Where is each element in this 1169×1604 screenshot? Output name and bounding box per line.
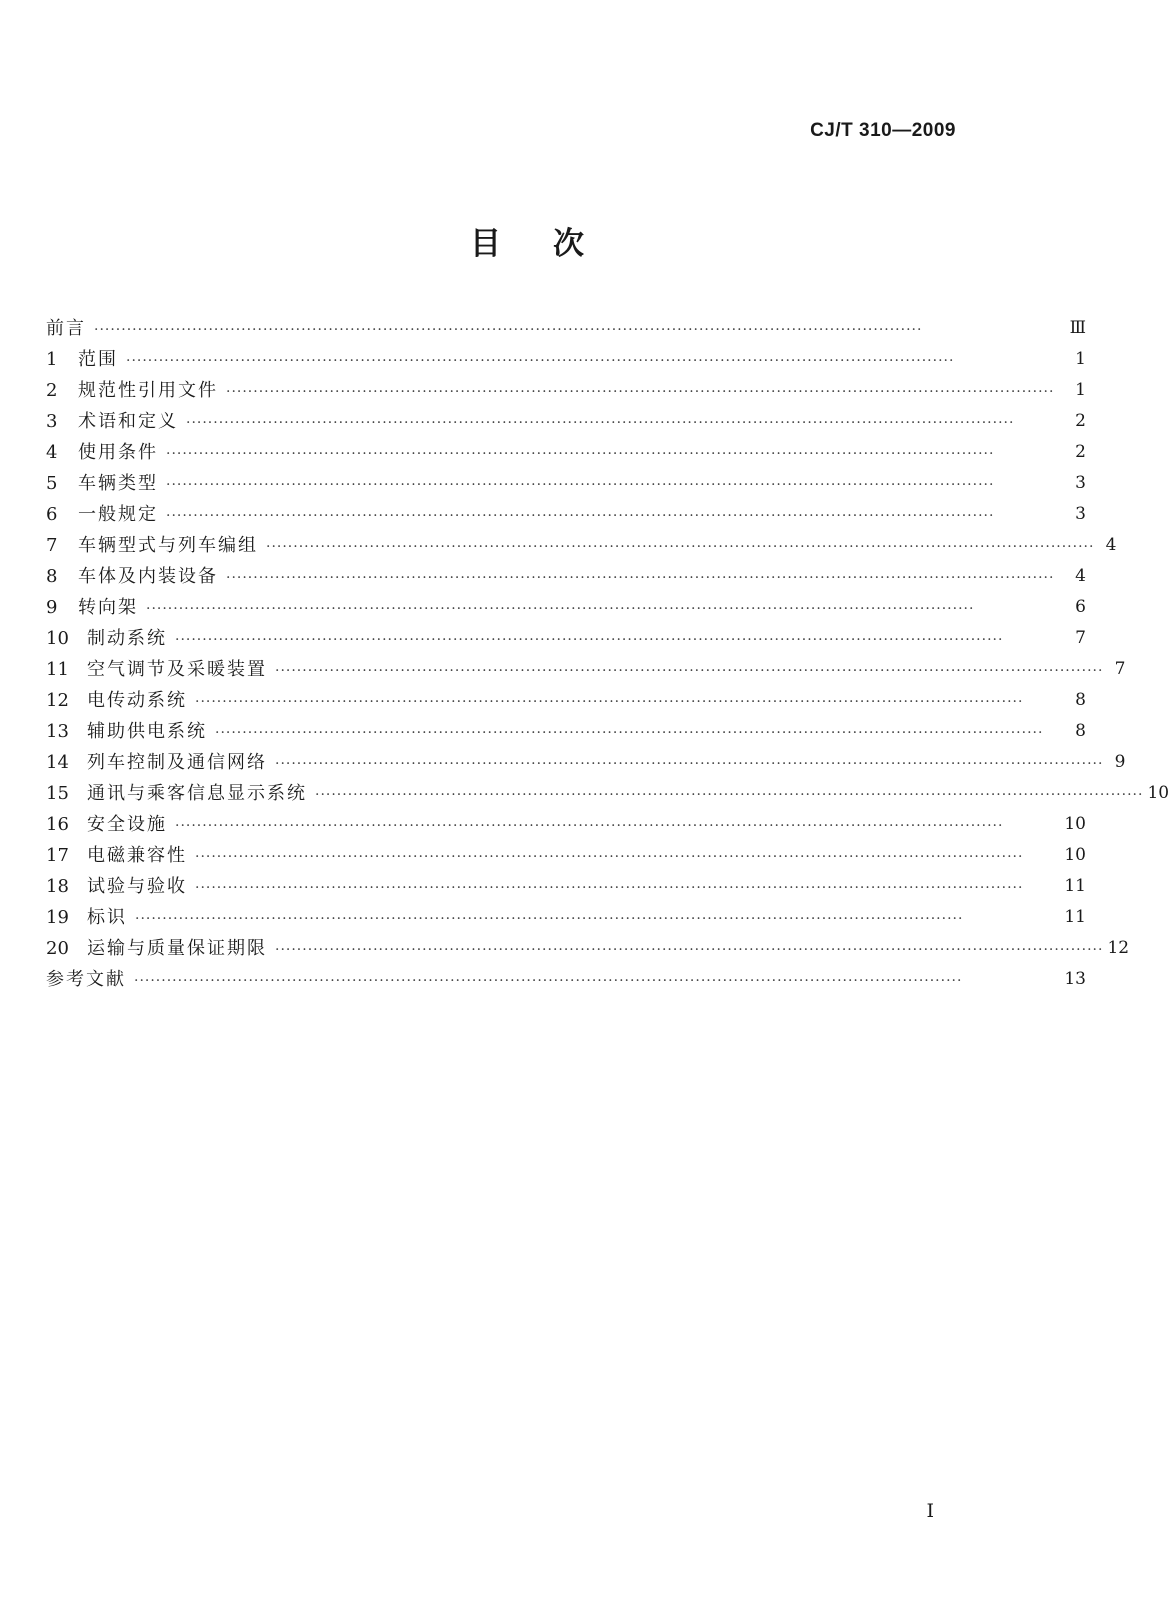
toc-entry-page: 4 [1075, 566, 1086, 586]
toc-leader-dots [275, 936, 1103, 964]
toc-leader-dots [195, 874, 1060, 902]
toc-entry[interactable] [46, 437, 1086, 468]
toc-entry-number: 18 [46, 876, 69, 897]
toc-entry-page: 4 [1105, 535, 1117, 555]
toc-entry-label: 前言 [46, 318, 86, 339]
toc-entry[interactable] [46, 499, 1086, 530]
toc-entry[interactable] [46, 933, 1130, 964]
toc-entry-page: 11 [1064, 876, 1086, 896]
toc-entry-page: 9 [1114, 752, 1126, 772]
toc-entry-number: 10 [46, 628, 69, 649]
toc-entry-number: 13 [46, 721, 69, 742]
toc-leader-dots [166, 440, 1064, 468]
standard-code: CJ/T 310—2009 [810, 120, 956, 141]
toc-entry-page: 10 [1147, 783, 1169, 803]
toc-entry[interactable] [46, 747, 1126, 778]
toc-leader-dots [134, 967, 1060, 995]
toc-entry-label: 术语和定义 [78, 411, 178, 432]
toc-entry-label: 转向架 [78, 597, 138, 618]
toc-entry-page: 12 [1107, 938, 1130, 958]
toc-entry[interactable] [46, 530, 1117, 561]
toc-entry-label: 试验与验收 [87, 876, 187, 897]
page-number: Ⅰ [926, 1500, 934, 1522]
toc-leader-dots [275, 750, 1103, 778]
toc-entry[interactable] [46, 871, 1086, 902]
toc-entry-label: 辅助供电系统 [87, 721, 207, 742]
toc-entry[interactable] [46, 623, 1086, 654]
toc-entry-label: 安全设施 [87, 814, 167, 835]
toc-entry-number: 19 [46, 907, 69, 928]
toc-entry-number: 4 [46, 442, 58, 463]
toc-leader-dots [195, 688, 1064, 716]
toc-leader-dots [146, 595, 1064, 623]
toc-entry[interactable] [46, 964, 1086, 995]
toc-entry-page: 13 [1064, 969, 1086, 989]
toc-entry[interactable] [46, 716, 1086, 747]
toc-entry-label: 空气调节及采暖装置 [87, 659, 267, 680]
toc-entry-page: 2 [1075, 411, 1086, 431]
toc-leader-dots [166, 502, 1064, 530]
toc-entry-page: 11 [1064, 907, 1086, 927]
toc-entry-page: 3 [1075, 473, 1086, 493]
toc-entry-number: 11 [46, 659, 69, 680]
toc-entry[interactable] [46, 809, 1086, 840]
toc-entry-label: 车辆类型 [78, 473, 158, 494]
toc-entry-label: 一般规定 [78, 504, 158, 525]
toc-entry-label: 列车控制及通信网络 [87, 752, 267, 773]
toc-leader-dots [175, 812, 1060, 840]
toc-entry[interactable] [46, 840, 1086, 871]
toc-leader-dots [195, 843, 1060, 871]
toc-entry-label: 范围 [78, 349, 118, 370]
toc-entry[interactable] [46, 685, 1086, 716]
toc-entry-page: 10 [1064, 845, 1086, 865]
toc-entry-page: 1 [1075, 380, 1086, 400]
toc-leader-dots [175, 626, 1064, 654]
toc-entry-number: 8 [46, 566, 58, 587]
toc-entry-number: 17 [46, 845, 69, 866]
toc-entry-label: 电传动系统 [87, 690, 187, 711]
table-of-contents [46, 313, 1169, 995]
toc-entry-page: 7 [1114, 659, 1126, 679]
toc-entry-number: 9 [46, 597, 58, 618]
toc-entry-page: 10 [1064, 814, 1086, 834]
toc-entry-label: 车体及内装设备 [78, 566, 218, 587]
toc-leader-dots [135, 905, 1060, 933]
toc-entry[interactable] [46, 902, 1086, 933]
toc-entry-label: 制动系统 [87, 628, 167, 649]
toc-entry-label: 规范性引用文件 [78, 380, 218, 401]
toc-entry-page: 7 [1075, 628, 1086, 648]
toc-entry-number: 20 [46, 938, 69, 959]
toc-leader-dots [215, 719, 1064, 747]
toc-entry-page: 8 [1075, 690, 1086, 710]
toc-entry-number: 7 [46, 535, 58, 556]
toc-leader-dots [186, 409, 1064, 437]
toc-leader-dots [226, 378, 1064, 406]
toc-entry-number: 15 [46, 783, 69, 804]
toc-entry-label: 车辆型式与列车编组 [78, 535, 258, 556]
toc-entry-number: 16 [46, 814, 69, 835]
toc-entry[interactable] [46, 561, 1086, 592]
toc-entry-label: 参考文献 [46, 969, 126, 990]
toc-entry[interactable] [46, 344, 1086, 375]
toc-leader-dots [94, 316, 1064, 344]
toc-entry-number: 5 [46, 473, 58, 494]
toc-entry-label: 使用条件 [78, 442, 158, 463]
toc-entry[interactable] [46, 406, 1086, 437]
toc-entry-number: 6 [46, 504, 58, 525]
toc-entry-number: 2 [46, 380, 58, 401]
toc-entry-number: 1 [46, 349, 58, 370]
toc-entry-page: 2 [1075, 442, 1086, 462]
toc-entry-number: 12 [46, 690, 69, 711]
toc-entry-page: Ⅲ [1069, 318, 1086, 338]
toc-leader-dots [226, 564, 1064, 592]
toc-entry[interactable] [46, 778, 1169, 809]
toc-entry-label: 电磁兼容性 [87, 845, 187, 866]
toc-entry-page: 3 [1075, 504, 1086, 524]
toc-entry[interactable] [46, 468, 1086, 499]
toc-entry[interactable] [46, 654, 1126, 685]
toc-entry[interactable] [46, 592, 1086, 623]
toc-entry[interactable] [46, 313, 1086, 344]
toc-entry-page: 1 [1075, 349, 1086, 369]
toc-entry-number: 3 [46, 411, 58, 432]
toc-leader-dots [266, 533, 1094, 561]
toc-entry-label: 通讯与乘客信息显示系统 [87, 783, 307, 804]
toc-leader-dots [126, 347, 1064, 375]
toc-title: 目次 [470, 226, 636, 262]
toc-leader-dots [315, 781, 1143, 809]
toc-entry-number: 14 [46, 752, 69, 773]
toc-leader-dots [166, 471, 1064, 499]
toc-entry[interactable] [46, 375, 1086, 406]
toc-entry-page: 6 [1075, 597, 1086, 617]
toc-entry-label: 标识 [87, 907, 127, 928]
toc-entry-page: 8 [1075, 721, 1086, 741]
toc-leader-dots [275, 657, 1103, 685]
toc-entry-label: 运输与质量保证期限 [87, 938, 267, 959]
